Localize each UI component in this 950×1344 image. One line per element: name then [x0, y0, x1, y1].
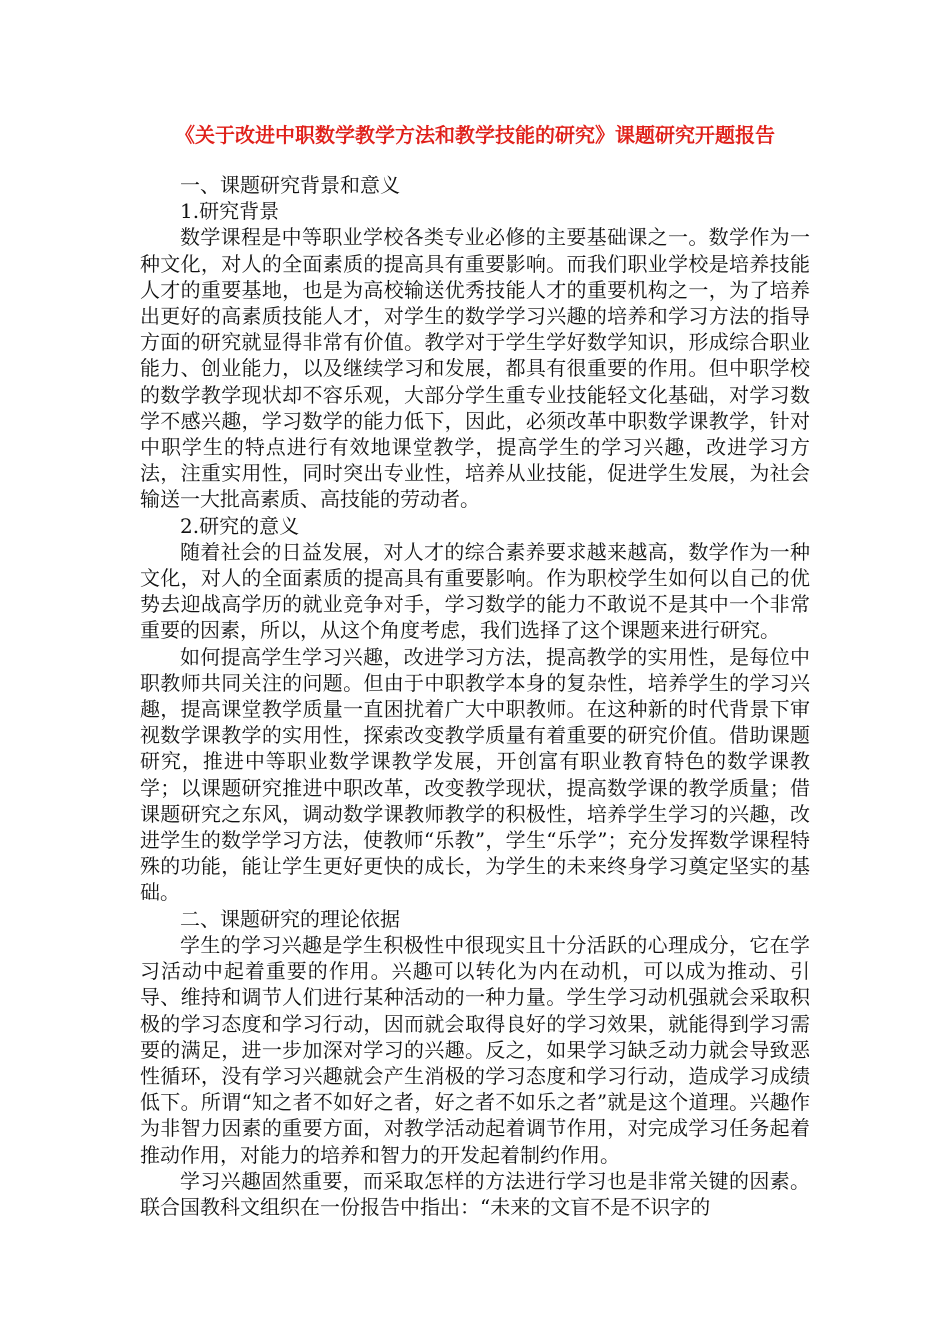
paragraph-significance-2: 如何提高学生学习兴趣，改进学习方法，提高教学的实用性，是每位中职教师共同关注的问题。但由于中职教学本身的复杂性，培养学生的学习兴趣，提高课堂教学质量一直困扰着广大中职教师。在这种新的时代背景下审视数学课教学的实用性，探索改变教学质量有着重要的研究价值。借助课题研究，推进中等职业数学课教学发展，开创富有职业教育特色的数学课教学；以课题研究推进中职改革，改变教学现状，提高数学课的教学质量；借课题研究之东风，调动数学课教师教学的积极性，培养学生学习的兴趣，改进学生的数学学习方法，使教师“乐教”，学生“乐学”；充分发挥数学课程特殊的功能，能让学生更好更快的成长，为学生的未来终身学习奠定坚实的基础。 [140, 644, 810, 905]
subheading-research-significance: 2.研究的意义 [180, 513, 300, 538]
document-title: 《关于改进中职数学教学方法和教学技能的研究》课题研究开题报告 [175, 123, 775, 147]
paragraph-background: 数学课程是中等职业学校各类专业必修的主要基础课之一。数学作为一种文化，对人的全面素质的提高具有重要影响。而我们职业学校是培养技能人才的重要基地，也是为高校输送优秀技能人才的重要机构之一，为了培养出更好的高素质技能人才，对学生的数学学习兴趣的培养和学习方法的指导方面的研究就显得非常有价值。教学对于学生学好数学知识，形成综合职业能力、创业能力，以及继续学习和发展，都具有很重要的作用。但中职学校的数学教学现状却不容乐观，大部分学生重专业技能轻文化基础，对学习数学不感兴趣，学习数学的能力低下，因此，必须改革中职数学课教学，针对中职学生的特点进行有效地课堂教学，提高学生的学习兴趣，改进学习方法，注重实用性，同时突出专业性，培养从业技能，促进学生发展，为社会输送一大批高素质、高技能的劳动者。 [140, 225, 810, 512]
section-heading-background-significance: 一、课题研究背景和意义 [180, 173, 400, 197]
paragraph-significance-1: 随着社会的日益发展，对人才的综合素养要求越来越高，数学作为一种文化，对人的全面素质的提高具有重要影响。作为职校学生如何以自己的优势去迎战高学历的就业竞争对手，学习数学的能力不敢说不是其中一个非常重要的因素，所以，从这个角度考虑，我们选择了这个课题来进行研究。 [140, 539, 810, 643]
document-body [140, 172, 810, 1220]
subheading-research-background: 1.研究背景 [180, 199, 280, 224]
section-heading-theory-basis: 二、课题研究的理论依据 [180, 906, 400, 931]
paragraph-theory-2: 学习兴趣固然重要，而采取怎样的方法进行学习也是非常关键的因素。联合国教科文组织在一份报告中指出：“未来的文盲不是不识字的 [140, 1168, 810, 1219]
paragraph-theory-1: 学生的学习兴趣是学生积极性中很现实且十分活跃的心理成分，它在学习活动中起着重要的作用。兴趣可以转化为内在动机，可以成为推动、引导、维持和调节人们进行某种活动的一种力量。学生学习动机强就会采取积极的学习态度和学习行动，因而就会取得良好的学习效果，就能得到学习需要的满足，进一步加深对学习的兴趣。反之，如果学习缺乏动力就会导致恶性循环，没有学习兴趣就会产生消极的学习态度和学习行动，造成学习成绩低下。所谓“知之者不如好之者，好之者不如乐之者”就是这个道理。兴趣作为非智力因素的重要方面，对教学活动起着调节作用，对完成学习任务起着推动作用，对能力的培养和智力的开发起着制约作用。 [140, 932, 810, 1167]
